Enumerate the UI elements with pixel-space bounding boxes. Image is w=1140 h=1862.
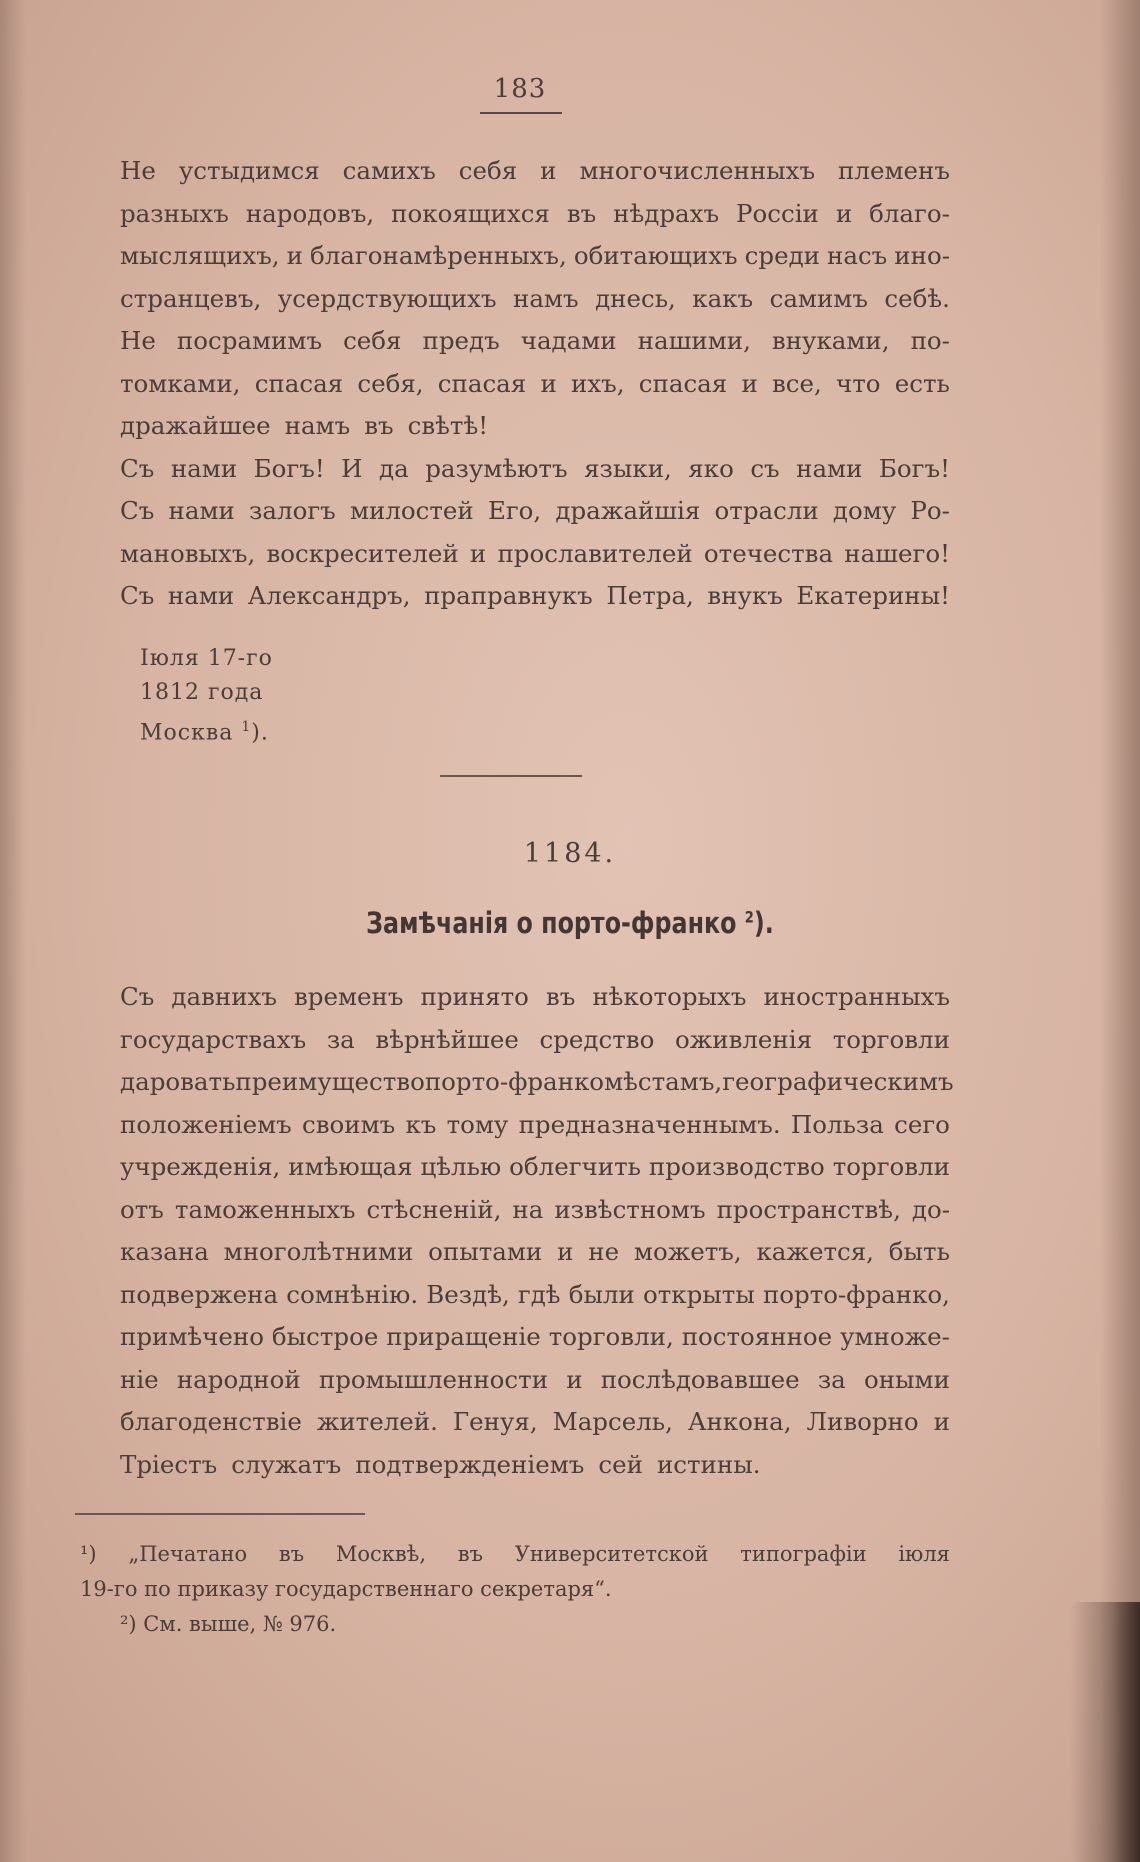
word: внуками, [771, 326, 890, 355]
word: обитающихъ [573, 241, 738, 270]
signature-block [140, 642, 273, 750]
word: посрамимъ [176, 326, 323, 355]
text-line [120, 1316, 950, 1359]
word: Польза [790, 1109, 884, 1139]
word: Александръ, [247, 581, 411, 610]
word: нами [796, 453, 863, 483]
word: давнихъ [171, 982, 277, 1011]
footnote-word: Москвѣ, [335, 1542, 427, 1566]
word: и [933, 1407, 950, 1436]
word: за [326, 1024, 355, 1054]
word: ніе [120, 1364, 159, 1394]
word: днесь, [595, 283, 676, 313]
word: средство [539, 1024, 655, 1054]
word: положеніемъ [120, 1109, 292, 1139]
word: и [835, 198, 853, 228]
word: на [512, 1194, 544, 1224]
text-line [120, 1359, 950, 1402]
word: таможенныхъ [174, 1194, 356, 1224]
word: географическимъ [722, 1067, 954, 1096]
word: Марсель, [552, 1407, 673, 1436]
word: торговли, [548, 1322, 674, 1351]
porto-franco-text [120, 976, 954, 1486]
word: тому [446, 1109, 509, 1139]
word: торговли [832, 1152, 950, 1181]
footnotes [80, 1537, 950, 1642]
footnote-word: „Печатано [128, 1542, 248, 1566]
word: опытами [428, 1237, 543, 1266]
text-line [120, 1061, 954, 1104]
word: Россіи [736, 198, 819, 228]
text-line [120, 405, 950, 448]
word: и [540, 368, 557, 398]
signature-place-line [140, 710, 273, 750]
word: спасая [437, 368, 527, 398]
word: временъ [293, 982, 404, 1011]
document-title [103, 906, 1038, 940]
text-line [120, 278, 950, 321]
page-corner-shadow [1070, 1602, 1140, 1862]
text-line [120, 1189, 950, 1232]
word: многочисленныхъ [579, 156, 816, 185]
page-left-edge [0, 0, 26, 1862]
word: Тріестъ [120, 1449, 218, 1479]
word: Екатерины! [796, 581, 950, 610]
word: сомнѣнію. [286, 1279, 419, 1309]
word: Съ [120, 496, 155, 525]
word: торговли [832, 1024, 950, 1054]
word: разумѣютъ [425, 453, 568, 483]
word: оживленія [674, 1024, 813, 1054]
word: государствахъ [120, 1024, 307, 1054]
word: Съ [120, 453, 155, 483]
word: Его, [487, 496, 542, 525]
word: вѣрнѣйшее [375, 1024, 519, 1054]
word: за [817, 1364, 846, 1394]
word: быть [888, 1237, 950, 1266]
word: порто-франко, [762, 1279, 950, 1309]
document-title-close: ). [753, 906, 774, 940]
word: къ [405, 1109, 437, 1139]
word: народовъ, [245, 198, 375, 228]
word: послѣдовавшее [600, 1364, 800, 1394]
word: Генуя, [452, 1407, 538, 1436]
word: отрасли [714, 496, 819, 525]
word: прославителей [497, 538, 693, 568]
word: гдѣ [517, 1279, 561, 1309]
word: пространствѣ, [716, 1194, 901, 1224]
word: въ [545, 982, 576, 1011]
word: покоящихся [391, 198, 550, 228]
word: и [741, 368, 758, 398]
word: можетъ, [633, 1237, 742, 1266]
word: цѣлью [420, 1152, 502, 1181]
word: Ливорно [806, 1407, 919, 1436]
word: иностранныхъ [763, 982, 950, 1011]
word: Вездѣ, [426, 1279, 510, 1309]
word: милостей [349, 496, 474, 525]
text-line [120, 1019, 950, 1062]
word: открыты [642, 1279, 755, 1309]
document-title-ref: 2 [744, 907, 754, 927]
word: отечества [703, 538, 834, 568]
word: приращеніе [386, 1322, 541, 1351]
word: самихъ [342, 156, 436, 185]
word: дражайшія [555, 496, 701, 525]
word: своимъ [301, 1109, 396, 1139]
text-line [120, 490, 950, 533]
word: отъ [120, 1194, 164, 1224]
word: по- [910, 326, 950, 355]
word: производство [648, 1152, 825, 1181]
word: сего [894, 1109, 950, 1139]
word: усердствующихъ [277, 283, 497, 313]
text-line [120, 363, 950, 406]
signature-close: ). [251, 720, 269, 746]
word: учрежденія, [120, 1152, 281, 1181]
footnote-1-line-2 [80, 1572, 950, 1607]
word: воскресителей [266, 538, 459, 568]
word: мыслящихъ, [120, 241, 280, 270]
word: залогъ [249, 496, 336, 525]
word: И [341, 453, 363, 483]
word: даровать [120, 1067, 236, 1096]
text-line [120, 575, 950, 618]
document-number: 1184. [523, 838, 617, 869]
signature-year: 1812 года [140, 680, 264, 705]
word: до- [911, 1194, 950, 1224]
word: Богъ! [253, 453, 325, 483]
word: нашими, [637, 326, 751, 355]
text-line [120, 1274, 950, 1317]
word: и [566, 1364, 583, 1394]
word: внукъ [707, 581, 783, 610]
word: языки, [584, 453, 672, 483]
proclamation-text [120, 150, 950, 618]
word: племенъ [838, 156, 950, 185]
word: облегчить [509, 1152, 641, 1181]
word: постоянное [681, 1322, 833, 1351]
text-line [120, 976, 950, 1019]
word: и [540, 156, 557, 185]
word: намъ [284, 411, 351, 440]
text-line [120, 235, 950, 278]
word: Анкона, [687, 1407, 792, 1436]
word: мѣстамъ, [604, 1067, 723, 1096]
word: какъ [692, 283, 754, 313]
word: Не [120, 156, 156, 185]
page-number: 183 [493, 74, 547, 104]
page-number-rule [480, 112, 562, 114]
footnote-1-continuation: 19-го по приказу государственнаго секретаря“. [80, 1577, 612, 1601]
word: дражайшее [120, 411, 271, 440]
word: подвержена [120, 1279, 279, 1309]
signature-place: Москва [140, 720, 234, 746]
text-line [120, 193, 950, 236]
word: въ [364, 411, 394, 440]
word: оными [863, 1364, 950, 1394]
word: и [286, 241, 303, 270]
word: Петра, [606, 581, 694, 610]
word: жителей. [316, 1407, 438, 1436]
word: Не [120, 326, 156, 355]
word: благо- [869, 198, 950, 228]
word: подтвержденіемъ [355, 1449, 585, 1479]
footnote-word: типографіи [740, 1542, 867, 1566]
footnote-word: въ [278, 1542, 305, 1566]
footnote-word: ¹) [80, 1542, 97, 1566]
word: среди [744, 241, 820, 270]
word: нами [168, 496, 235, 525]
word: самимъ [769, 283, 868, 313]
word: не [588, 1237, 620, 1266]
word: стѣсненій, [366, 1194, 502, 1224]
word: предъ [422, 326, 500, 355]
word: себя [343, 326, 402, 355]
document-title-text: Замѣчанія о порто-франко [366, 906, 737, 940]
text-line [120, 533, 950, 576]
word: нашего! [844, 538, 950, 568]
word: благоденствіе [120, 1407, 302, 1436]
word: имѣющая [288, 1152, 413, 1181]
word: въ [566, 198, 597, 228]
word: праправнукъ [424, 581, 593, 610]
word: нѣдрахъ [613, 198, 720, 228]
word: и [469, 538, 487, 568]
word: быстрое [271, 1322, 379, 1351]
text-line [120, 320, 950, 363]
text-line [120, 150, 950, 193]
signature-footnote-ref: 1 [241, 719, 252, 735]
word: народной [176, 1364, 301, 1394]
word: нѣкоторыхъ [592, 982, 747, 1011]
word: порто-франко [424, 1067, 605, 1096]
text-line [120, 1444, 950, 1487]
word: себя, [357, 368, 424, 398]
word: Съ [120, 982, 155, 1011]
footnote-word: іюля [898, 1542, 950, 1566]
word: умноже- [840, 1322, 950, 1351]
word: нами [167, 581, 235, 610]
word: чадами [520, 326, 617, 355]
word: спасая [638, 368, 728, 398]
word: устыдимся [178, 156, 320, 185]
word: съ [750, 453, 780, 483]
word: многолѣтними [223, 1237, 414, 1266]
word: что [836, 368, 881, 398]
footnote-word: въ [457, 1542, 483, 1566]
footnote-rule [75, 1513, 365, 1515]
word: ино- [894, 241, 950, 270]
text-line [120, 1401, 950, 1444]
word: принято [420, 982, 529, 1011]
word: яко [688, 453, 734, 483]
word: дому [832, 496, 897, 525]
section-separator [440, 775, 582, 777]
word: кажется, [756, 1237, 874, 1266]
word: Ро- [910, 496, 950, 525]
word: нами [170, 453, 238, 483]
word: преимущество [235, 1067, 425, 1096]
text-line [120, 1146, 950, 1189]
word: намъ [513, 283, 579, 313]
word: и [557, 1237, 574, 1266]
text-line [120, 1231, 950, 1274]
word: странцевъ, [120, 283, 262, 313]
word: извѣстномъ [554, 1194, 706, 1224]
word: были [568, 1279, 635, 1309]
word: разныхъ [120, 198, 229, 228]
word: благонамѣренныхъ, [309, 241, 567, 270]
word: томками, [120, 368, 241, 398]
word: служатъ [231, 1449, 342, 1479]
word: мановыхъ, [120, 538, 256, 568]
word: истины. [656, 1449, 761, 1479]
word: предназначеннымъ. [518, 1109, 781, 1139]
word: спасая [254, 368, 344, 398]
word: ихъ, [571, 368, 625, 398]
footnote-2-text: ²) См. выше, № 976. [120, 1612, 337, 1636]
word: казана [120, 1237, 209, 1266]
word: промышленности [318, 1364, 549, 1394]
footnote-2 [80, 1607, 950, 1642]
text-line [120, 1104, 950, 1147]
page-right-edge [1100, 0, 1140, 1862]
text-line [120, 448, 950, 491]
word: Богъ! [878, 453, 950, 483]
word: примѣчено [120, 1322, 264, 1351]
word: все, [772, 368, 822, 398]
word: сей [598, 1449, 643, 1479]
word: насъ [827, 241, 888, 270]
signature-date: Іюля 17-го [140, 646, 273, 671]
word: себѣ. [884, 283, 950, 313]
word: свѣтѣ! [407, 411, 489, 440]
word: есть [894, 368, 950, 398]
word: да [379, 453, 409, 483]
footnote-word: Университетской [514, 1542, 709, 1566]
word: Съ [120, 581, 155, 610]
footnote-1-line-1 [80, 1537, 950, 1572]
word: себя [458, 156, 518, 185]
